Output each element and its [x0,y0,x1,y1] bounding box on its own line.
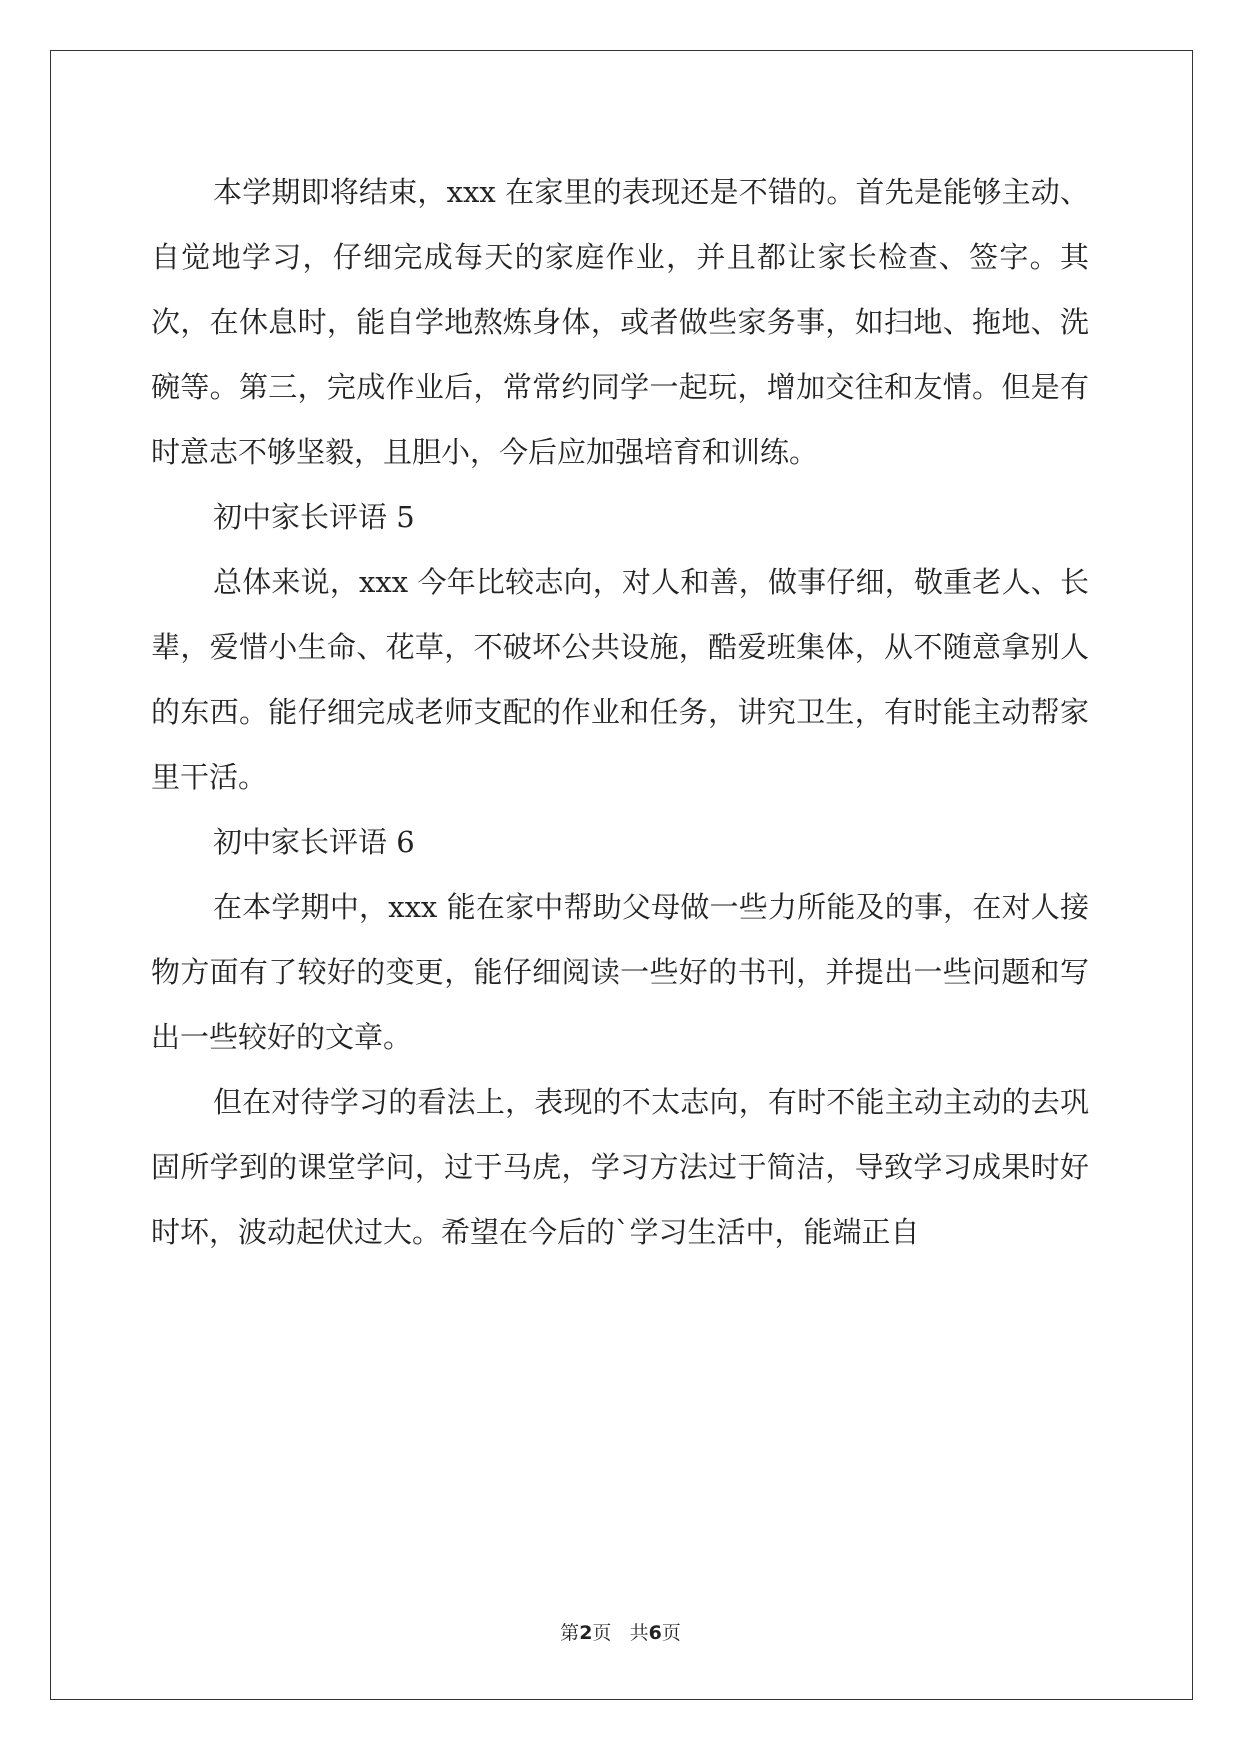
page-suffix: 页 [592,1622,612,1644]
section-heading-5: 初中家长评语 5 [213,500,415,534]
paragraph-2: 总体来说，xxx 今年比较志向，对人和善，做事仔细，敬重老人、长辈，爱惜小生命、花草，不破坏公共设施，酷爱班集体，从不随意拿别人的东西。能仔细完成老师支配的作业和任务，讲究卫生，有时能主动帮家里干活。 [151,565,1089,794]
section-heading-6: 初中家长评语 6 [213,825,415,859]
page-prefix: 第 [560,1622,580,1644]
total-suffix: 页 [661,1622,681,1644]
page-footer [0,1618,1241,1645]
paragraph-1: 本学期即将结束，xxx 在家里的表现还是不错的。首先是能够主动、自觉地学习，仔细完成每天的家庭作业，并且都让家长检查、签字。其次，在休息时，能自学地熬炼身体，或者做些家务事，如扫地、拖地、洗碗等。第三，完成作业后，常常约同学一起玩，增加交往和友情。但是有时意志不够坚毅，且胆小，今后应加强培育和训练。 [151,175,1089,469]
total-prefix: 共 [629,1622,649,1644]
total-pages: 6 [648,1622,662,1644]
page-number: 2 [579,1622,593,1644]
paragraph-3: 在本学期中，xxx 能在家中帮助父母做一些力所能及的事，在对人接物方面有了较好的变更，能仔细阅读一些好的书刊，并提出一些问题和写出一些较好的文章。 [151,890,1089,1054]
document-body [151,160,1089,1265]
paragraph-4: 但在对待学习的看法上，表现的不太志向，有时不能主动主动的去巩固所学到的课堂学问，过于马虎，学习方法过于简洁，导致学习成果时好时坏，波动起伏过大。希望在今后的`学习生活中，能端正自 [151,1085,1089,1249]
